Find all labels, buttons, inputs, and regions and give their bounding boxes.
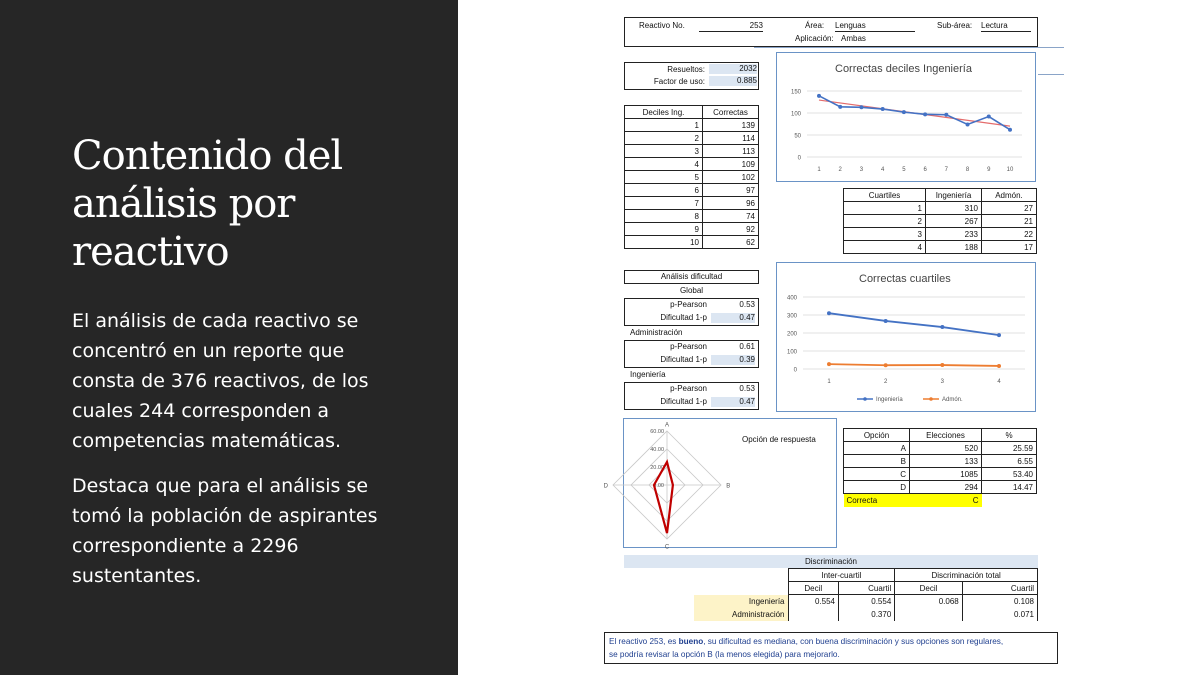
conclusion-line-1: [609, 635, 1053, 648]
x-tick-label: 6: [923, 167, 927, 173]
table-cell: 310: [926, 202, 982, 215]
radar-axis-label: A: [664, 422, 670, 429]
paragraph-line: correspondiente a 2296: [72, 535, 299, 557]
decil-cell: 9: [625, 223, 703, 236]
percent-header: %: [982, 429, 1037, 442]
table-row: [625, 145, 759, 158]
paragraph-line: competencias matemáticas.: [72, 430, 342, 452]
correcta-label: Correcta: [844, 494, 910, 507]
table-row: [625, 171, 759, 184]
data-point: [838, 105, 842, 109]
x-tick-label: 10: [1006, 167, 1014, 173]
resueltos-label: Resueltos:: [667, 65, 705, 74]
conclusion-text: El reactivo 253, es: [609, 637, 679, 646]
table-cell: 188: [926, 241, 982, 254]
correctas-cell: 113: [703, 145, 759, 158]
report-header: [624, 17, 1038, 47]
correctas-header: Correctas: [703, 106, 759, 119]
table-cell: 14.47: [982, 481, 1037, 494]
reactivo-label: Reactivo No.: [639, 21, 685, 30]
y-tick-label: 0: [797, 155, 801, 162]
data-point: [944, 113, 948, 117]
legend-marker: [863, 397, 867, 401]
dificultad-label: Dificultad 1-p: [660, 313, 707, 322]
data-point: [997, 364, 1001, 368]
radar-chart: [603, 418, 837, 551]
table-row: [844, 202, 1037, 215]
conclusion-verdict: bueno: [678, 637, 704, 646]
area-value: Lenguas: [835, 21, 915, 32]
deciles-chart-title: Correctas deciles Ingeniería: [835, 63, 972, 75]
radar-chart-title: Opción de respuesta: [742, 435, 816, 444]
paragraph-line: consta de 376 reactivos, de los: [72, 370, 369, 392]
slide-title-line: reactivo: [72, 229, 229, 275]
deciles-table: [624, 105, 759, 249]
correcta-value: C: [910, 494, 982, 507]
correctas-cell: 74: [703, 210, 759, 223]
table-row: [625, 132, 759, 145]
table-row: [844, 468, 1037, 481]
correctas-cell: 139: [703, 119, 759, 132]
series-line: [829, 364, 999, 366]
dificultad-label: p-Pearson: [670, 342, 707, 351]
data-point: [997, 333, 1001, 337]
stats-box: [624, 62, 759, 90]
decil-cell: 4: [625, 158, 703, 171]
radar-tick-label: 20.00: [650, 465, 664, 471]
decil-cell: 5: [625, 171, 703, 184]
correctas-cell: 62: [703, 236, 759, 249]
factor-value: 0.885: [709, 76, 757, 86]
elecciones-header: Elecciones: [910, 429, 982, 442]
table-row: [844, 481, 1037, 494]
dificultad-value: 0.61: [739, 342, 755, 351]
x-tick-label: 4: [880, 167, 885, 173]
dificultad-value: 0.53: [739, 300, 755, 309]
cuartiles-table: [843, 188, 1037, 254]
table-row: [625, 119, 759, 132]
y-tick-label: 50: [794, 133, 801, 140]
decil-cell: 10: [625, 236, 703, 249]
aplicacion-label: Aplicación:: [795, 34, 834, 43]
side-divider: [1038, 74, 1064, 75]
discriminacion-value: [788, 608, 839, 621]
discriminacion-row-label: Ingeniería: [694, 595, 788, 608]
table-row: [625, 210, 759, 223]
table-cell: 6.55: [982, 455, 1037, 468]
cuartiles-chart-title: Correctas cuartiles: [859, 273, 951, 285]
paragraph-line: cuales 244 corresponden a: [72, 400, 330, 422]
cuartiles-chart: [776, 262, 1036, 412]
dificultad-value: 0.39: [711, 355, 755, 365]
opcion-header: Opción: [844, 429, 910, 442]
radar-axis-label: C: [664, 544, 670, 551]
data-point: [884, 363, 888, 367]
y-tick-label: 200: [786, 331, 797, 338]
table-row: [844, 241, 1037, 254]
x-tick-label: 5: [902, 167, 906, 173]
dificultad-label: p-Pearson: [670, 384, 707, 393]
cuartiles-chart-svg: [777, 263, 1034, 410]
discriminacion-value: 0.554: [788, 595, 839, 608]
legend-label: Admón.: [942, 397, 963, 404]
data-point: [827, 362, 831, 366]
paragraph-line: Destaca que para el análisis se: [72, 475, 369, 497]
table-cell: 17: [982, 241, 1037, 254]
table-cell: 3: [844, 228, 926, 241]
table-cell: 133: [910, 455, 982, 468]
discriminacion-table: [694, 568, 1038, 621]
correctas-cell: 109: [703, 158, 759, 171]
table-cell: 4: [844, 241, 926, 254]
discriminacion-value: 0.370: [839, 608, 895, 621]
dificultad-title: Análisis dificultad: [624, 270, 759, 284]
discriminacion-value: 0.071: [962, 608, 1037, 621]
table-cell: 21: [982, 215, 1037, 228]
series-line: [829, 313, 999, 335]
table-cell: 1: [844, 202, 926, 215]
y-tick-label: 150: [790, 89, 801, 96]
data-point: [827, 311, 831, 315]
table-cell: B: [844, 455, 910, 468]
table-cell: C: [844, 468, 910, 481]
y-tick-label: 400: [786, 295, 797, 302]
radar-tick-label: 60.00: [650, 429, 664, 435]
dificultad-group-box: [624, 340, 759, 368]
table-cell: 294: [910, 481, 982, 494]
radar-chart-svg: [603, 419, 835, 551]
data-point: [940, 363, 944, 367]
table-row: [844, 442, 1037, 455]
dificultad-section: [624, 270, 759, 410]
decil-header: Decil: [895, 582, 962, 595]
legend-marker: [929, 397, 933, 401]
slide-title: [72, 132, 432, 276]
table-row: [625, 158, 759, 171]
table-cell: 2: [844, 215, 926, 228]
correctas-cell: 92: [703, 223, 759, 236]
y-tick-label: 300: [786, 313, 797, 320]
table-row: [844, 228, 1037, 241]
left-panel: [0, 0, 458, 675]
data-point: [966, 122, 970, 126]
radar-series: [654, 462, 673, 533]
slide-title-line: Contenido del: [72, 133, 343, 179]
paragraph-line: concentró en un reporte que: [72, 340, 345, 362]
dificultad-group-name: Global: [679, 286, 704, 295]
x-tick-label: 1: [817, 167, 821, 173]
x-tick-label: 2: [838, 167, 842, 173]
discriminacion-value: [895, 608, 962, 621]
dificultad-value: 0.47: [711, 313, 755, 323]
table-cell: 22: [982, 228, 1037, 241]
table-cell: D: [844, 481, 910, 494]
deciles-chart: [776, 52, 1036, 182]
discriminacion-title: Discriminación: [624, 555, 1038, 568]
area-label: Área:: [805, 21, 825, 30]
paragraph-2: [72, 471, 392, 591]
table-cell: A: [844, 442, 910, 455]
correctas-cell: 97: [703, 184, 759, 197]
x-tick-label: 9: [987, 167, 991, 173]
admon-header: Admón.: [982, 189, 1037, 202]
data-point: [902, 110, 906, 114]
discriminacion-value: 0.108: [962, 595, 1037, 608]
x-tick-label: 4: [997, 379, 1001, 385]
dificultad-group-box: [624, 382, 759, 410]
correctas-cell: 114: [703, 132, 759, 145]
correctas-cell: 102: [703, 171, 759, 184]
decil-header: Decil: [788, 582, 839, 595]
x-tick-label: 2: [883, 379, 888, 385]
dificultad-group-box: [624, 298, 759, 326]
data-point: [884, 319, 888, 323]
conclusion-box: [604, 632, 1058, 664]
dificultad-label: Dificultad 1-p: [660, 355, 707, 364]
radar-axis-label: D: [603, 483, 608, 490]
decil-cell: 3: [625, 145, 703, 158]
x-tick-label: 3: [940, 379, 945, 385]
table-row: [625, 197, 759, 210]
reactivo-value: 253: [699, 21, 763, 32]
data-point: [923, 112, 927, 116]
slide-title-line: análisis por: [72, 181, 295, 227]
table-row: [625, 184, 759, 197]
header-divider: [754, 47, 1064, 48]
dificultad-label: p-Pearson: [670, 300, 707, 309]
paragraph-line: El análisis de cada reactivo se: [72, 310, 359, 332]
radar-tick-label: 40.00: [650, 447, 664, 453]
table-cell: 520: [910, 442, 982, 455]
decil-cell: 2: [625, 132, 703, 145]
discriminacion-total-header: Discriminación total: [895, 569, 1038, 582]
legend-label: Ingeniería: [876, 397, 903, 404]
deciles-chart-svg: [777, 53, 1034, 180]
table-cell: 1085: [910, 468, 982, 481]
paragraph-line: sustentantes.: [72, 565, 202, 587]
subarea-label: Sub-área:: [937, 21, 973, 30]
decil-cell: 1: [625, 119, 703, 132]
table-row: [625, 223, 759, 236]
discriminacion-value: 0.554: [839, 595, 895, 608]
table-cell: 233: [926, 228, 982, 241]
data-point: [987, 115, 991, 119]
conclusion-line-2: se podría revisar la opción B (la menos elegida) para mejorarlo.: [609, 650, 840, 659]
x-tick-label: 1: [827, 379, 831, 385]
radar-tick-label: 0.00: [653, 483, 664, 489]
cuartil-header: Cuartil: [839, 582, 895, 595]
decil-cell: 8: [625, 210, 703, 223]
table-cell: 25.59: [982, 442, 1037, 455]
radar-axis-label: B: [726, 483, 731, 490]
item-report: [458, 0, 1200, 675]
decil-cell: 7: [625, 197, 703, 210]
factor-label: Factor de uso:: [653, 77, 705, 86]
cuartiles-header: Cuartiles: [844, 189, 926, 202]
ingenieria-header: Ingeniería: [926, 189, 982, 202]
data-point: [1008, 128, 1012, 132]
data-point: [859, 105, 863, 109]
deciles-header: Deciles Ing.: [625, 106, 703, 119]
table-row: [844, 455, 1037, 468]
decil-cell: 6: [625, 184, 703, 197]
dificultad-label: Dificultad 1-p: [660, 397, 707, 406]
y-tick-label: 100: [786, 349, 797, 356]
table-cell: 267: [926, 215, 982, 228]
table-cell: 27: [982, 202, 1037, 215]
dificultad-value: 0.47: [711, 397, 755, 407]
dificultad-value: 0.53: [739, 384, 755, 393]
discriminacion-value: 0.068: [895, 595, 962, 608]
discriminacion-row-label: Administración: [694, 608, 788, 621]
table-cell: 53.40: [982, 468, 1037, 481]
paragraph-line: tomó la población de aspirantes: [72, 505, 378, 527]
aplicacion-value: Ambas: [841, 34, 866, 43]
inter-cuartil-header: Inter-cuartil: [788, 569, 895, 582]
subarea-value: Lectura: [981, 21, 1031, 32]
x-tick-label: 3: [859, 167, 864, 173]
data-point: [881, 107, 885, 111]
dificultad-group-name: Administración: [630, 328, 683, 337]
conclusion-text: , su dificultad es mediana, con buena discriminación y sus opciones son regulares,: [703, 637, 1004, 646]
table-row: [625, 236, 759, 249]
y-tick-label: 100: [790, 111, 801, 118]
resueltos-value: 2032: [709, 64, 757, 74]
opciones-table: [843, 428, 1037, 507]
data-point: [817, 94, 821, 98]
table-row: [694, 595, 1038, 608]
dificultad-group-name: Ingeniería: [630, 370, 666, 379]
x-tick-label: 7: [944, 167, 949, 173]
y-tick-label: 0: [793, 367, 797, 374]
cuartil-header: Cuartil: [962, 582, 1037, 595]
table-row: [844, 215, 1037, 228]
paragraph-1: [72, 306, 392, 456]
correctas-cell: 96: [703, 197, 759, 210]
x-tick-label: 8: [965, 167, 970, 173]
data-point: [940, 325, 944, 329]
table-row: [694, 608, 1038, 621]
